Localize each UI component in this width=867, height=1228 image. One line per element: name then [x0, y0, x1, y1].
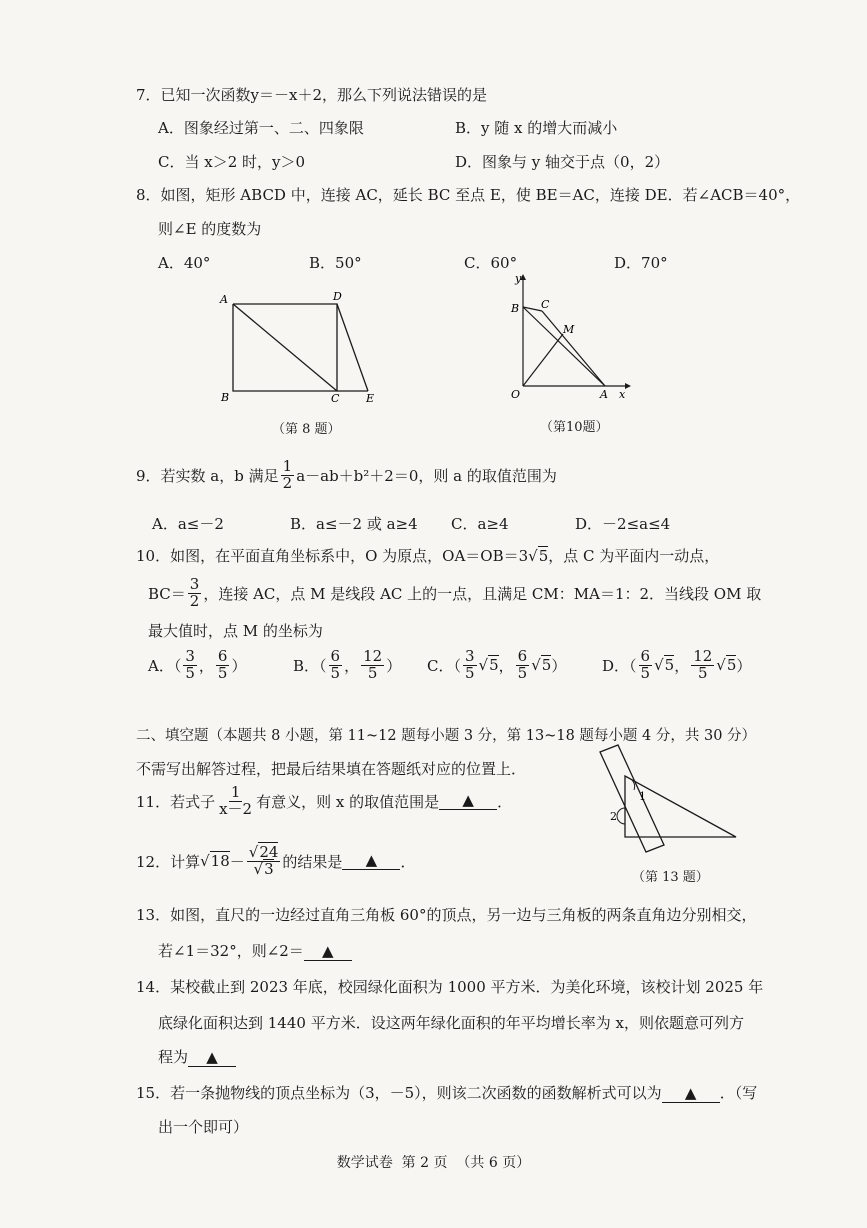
fig8-label-e: E [366, 392, 375, 405]
q15-line1 [136, 1082, 757, 1103]
q11 [136, 779, 512, 823]
q7-option-b: B．y 随 x 的增大而减小 [455, 119, 618, 137]
q10-d-label: D．（ [602, 656, 637, 675]
q10-line2-post: ，连接 AC，点 M 是线段 AC 上的一点，且满足 CM：MA＝1：2．当线段 OM 取 [203, 584, 762, 603]
q12-num: √24 [248, 842, 279, 861]
fig10-label-b: B [511, 302, 520, 315]
q13-line2 [158, 940, 352, 961]
q10-a-comma: ， [198, 656, 214, 675]
q9-option-d: D．－2≤a≤4 [575, 515, 671, 533]
q10-c-frac1: $\frac{3}{5}$ [464, 646, 475, 682]
fig8-label-c: C [331, 392, 340, 405]
q10-d-sqrt2: √5 [716, 656, 737, 674]
fig10-label-a: A [600, 388, 608, 401]
q8-option-d: D．70° [614, 254, 668, 272]
q12-post: 的结果是 [282, 852, 343, 871]
q10-d-comma: ， [674, 656, 690, 675]
q10-bc-fraction [188, 574, 202, 610]
q7-option-a: A．图象经过第一、二、四象限 [158, 119, 364, 137]
q8-line1: 8．如图，矩形 ABCD 中，连接 AC，延长 BC 至点 E，使 BE＝AC，连接 DE．若∠ACB＝40°， [136, 186, 801, 204]
q12-sqrt18: √18 [200, 852, 230, 870]
q13-line2-pre: 若∠1＝32°，则∠2＝ [158, 942, 304, 960]
q10-a-label: A．（ [148, 656, 182, 675]
fig13-angle-1: 1 [639, 790, 646, 803]
q14-line3-pre: 程为 [158, 1048, 189, 1066]
q11-den: x－2 [219, 799, 253, 818]
fig10-label-o: O [511, 388, 521, 401]
q10-b-frac2: $\frac{12}{5}$ [363, 646, 383, 682]
q11-end: ． [497, 792, 513, 811]
q10-c-label: C．（ [427, 656, 461, 675]
q9-option-a: A．a≤－2 [152, 515, 224, 533]
q8-option-c: C．60° [464, 254, 518, 272]
q9-half-den: 2 [282, 473, 293, 492]
fig8-label-d: D [333, 290, 342, 303]
q12-pre: 12．计算 [136, 852, 201, 871]
q11-fraction [217, 782, 254, 818]
q10-option-c [427, 644, 566, 686]
q10-line1-post: ，点 C 为平面内一动点， [548, 547, 720, 565]
q11-num: 1 [230, 782, 241, 801]
q10-b-comma: ， [344, 656, 360, 675]
q10-bc-den: 2 [189, 591, 200, 610]
figure-8-caption: （第 8 题） [272, 422, 341, 437]
figure-10-coordinate-plane [505, 270, 635, 405]
q14-line3 [158, 1046, 236, 1067]
q7-option-c: C．当 x＞2 时，y＞0 [158, 153, 306, 171]
q10-d-sqrt1: √5 [654, 656, 675, 674]
q9-half-num: 1 [282, 456, 293, 475]
q10-d-close: ） [736, 656, 752, 675]
q13-line1: 13．如图，直尺的一边经过直角三角板 60°的顶点，另一边与三角板的两条直角边分别相交， [136, 906, 757, 924]
q12-answer-blank: ▲ [342, 852, 400, 870]
q10-a-frac2: $\frac{6}{5}$ [217, 646, 228, 682]
q10-c-close: ） [551, 656, 567, 675]
section2-instructions: 不需写出解答过程，把最后结果填在答题纸对应的位置上． [136, 760, 527, 778]
q8-option-a: A．40° [158, 254, 211, 272]
fig10-label-y: y [515, 272, 522, 285]
q9-stem [136, 455, 557, 495]
q10-c-sqrt2: √5 [531, 656, 552, 674]
figure-8-rectangle [215, 286, 385, 408]
q10-line1-pre: 10．如图，在平面直角坐标系中，O 为原点，OA＝OB＝3 [136, 547, 529, 565]
q15-line1-pre: 15．若一条抛物线的顶点坐标为（3，－5），则该二次函数的函数解析式可以为 [136, 1084, 662, 1102]
q10-b-close: ） [386, 656, 402, 675]
q15-answer-blank: ▲ [662, 1085, 720, 1103]
q10-option-a [148, 644, 246, 686]
q10-option-d [602, 644, 751, 686]
fig10-label-x: x [619, 388, 626, 401]
q10-option-b [293, 644, 401, 686]
q9-option-b: B．a≤－2 或 a≥4 [290, 515, 418, 533]
q10-d-frac1: $\frac{6}{5}$ [640, 646, 651, 682]
q12 [136, 838, 415, 884]
figure-13-ruler-triangle [590, 740, 750, 862]
q9-pre: 9．若实数 a，b 满足 [136, 466, 279, 485]
q15-line1-post: ．（写 [719, 1084, 758, 1102]
q10-c-frac2: $\frac{6}{5}$ [517, 646, 528, 682]
q7-option-d: D．图象与 y 轴交于点（0，2） [455, 153, 670, 171]
q10-line2-pre: BC＝ [148, 584, 186, 603]
q10-c-comma: ， [498, 656, 514, 675]
q12-den: √3 [253, 859, 274, 878]
q13-answer-blank: ▲ [304, 943, 352, 961]
q12-end: ． [400, 852, 416, 871]
figure-13-caption: （第 13 题） [632, 870, 709, 885]
q10-line2 [148, 572, 761, 614]
q10-d-frac2: $\frac{12}{5}$ [693, 646, 713, 682]
q7-stem: 7．已知一次函数y＝－x＋2，那么下列说法错误的是 [136, 86, 488, 104]
q14-line2: 底绿化面积达到 1440 平方米．设这两年绿化面积的年平均增长率为 x，则依题意可列方 [158, 1014, 744, 1032]
page-footer: 数学试卷 第 2 页 （共 6 页） [336, 1155, 531, 1171]
q11-pre: 11．若式子 [136, 792, 216, 811]
q10-bc-num: 3 [189, 574, 200, 593]
q11-post: 有意义，则 x 的取值范围是 [256, 792, 440, 811]
q9-post: a－ab＋b²＋2＝0，则 a 的取值范围为 [296, 466, 557, 485]
q14-answer-blank: ▲ [188, 1049, 236, 1067]
q10-a-close: ） [231, 656, 247, 675]
fig10-label-c: C [541, 298, 550, 311]
q12-minus: － [229, 852, 245, 871]
q10-a-frac1: $\frac{3}{5}$ [185, 646, 195, 682]
q10-line1 [136, 545, 719, 566]
q9-fraction-half [281, 456, 295, 492]
q15-line2: 出一个即可） [158, 1118, 249, 1136]
q12-fraction [247, 842, 281, 878]
fig13-angle-2: 2 [610, 810, 617, 823]
figure-10-caption: （第10题） [540, 420, 609, 435]
fig8-label-b: B [221, 391, 230, 404]
q11-answer-blank: ▲ [439, 792, 497, 810]
q10-line1-sqrt: √5 [528, 547, 549, 565]
fig8-label-a: A [220, 293, 228, 306]
section2-heading: 二、填空题（本题共 8 小题，第 11~12 题每小题 3 分，第 13~18 题每小题 4 分，共 30 分） [136, 728, 757, 744]
q9-option-c: C．a≥4 [451, 515, 509, 533]
q14-line1: 14．某校截止到 2023 年底，校园绿化面积为 1000 平方米．为美化环境，该校计划 2025 年 [136, 978, 764, 996]
q10-b-label: B．（ [293, 656, 327, 675]
q8-option-b: B．50° [309, 254, 362, 272]
q10-line3: 最大值时，点 M 的坐标为 [148, 622, 323, 640]
q8-line2: 则∠E 的度数为 [158, 220, 262, 238]
q10-b-frac1: $\frac{6}{5}$ [330, 646, 341, 682]
fig10-label-m: M [563, 323, 575, 336]
q10-c-sqrt1: √5 [478, 656, 499, 674]
